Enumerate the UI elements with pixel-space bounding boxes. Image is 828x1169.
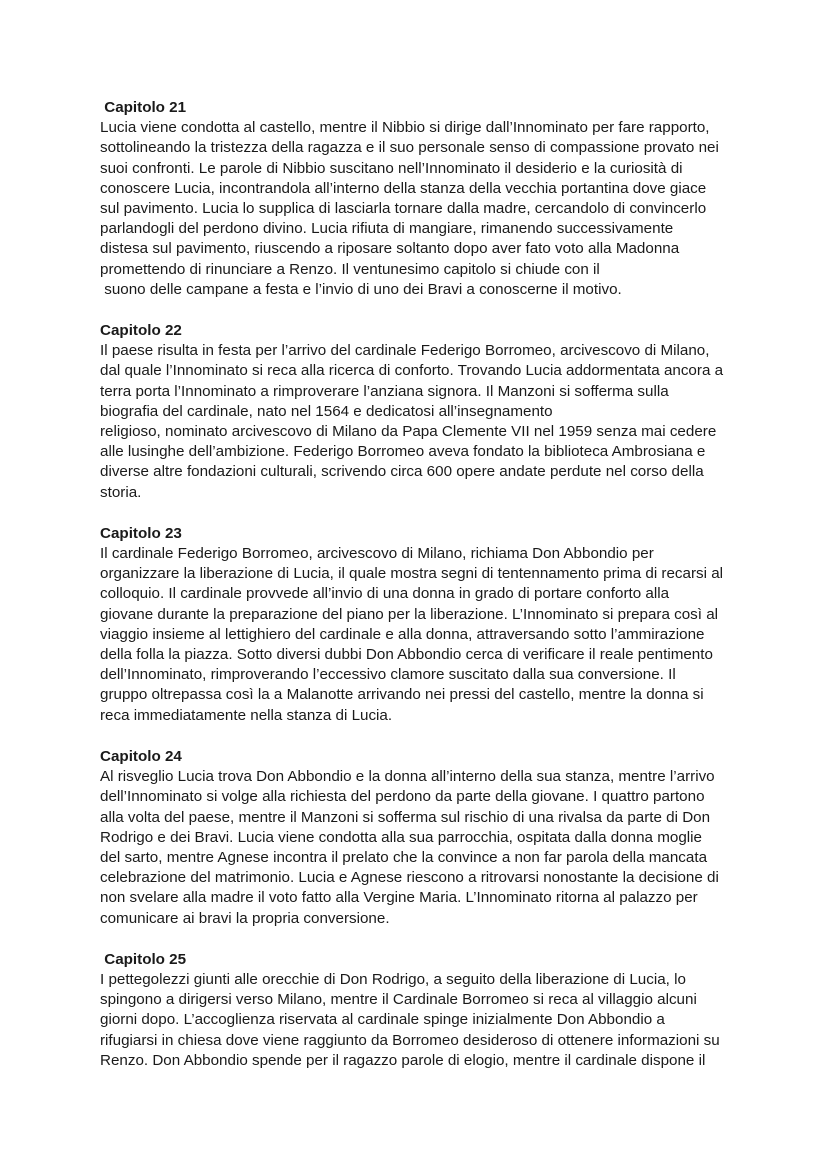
chapter-heading: Capitolo 23 (100, 524, 182, 542)
paragraph-line: giorni dopo. L’accoglienza riservata al cardinale spinge inizialmente Don Abbondio a (100, 1011, 665, 1029)
paragraph-line: gruppo oltrepassa così la a Malanotte arrivando nei pressi del castello, mentre la donna si (100, 686, 704, 704)
chapter-heading: Capitolo 24 (100, 747, 182, 765)
paragraph-line: terra porta l’Innominato a rimproverare l’anziana signora. Il Manzoni si sofferma sulla (100, 382, 669, 400)
paragraph-line: dell’Innominato, rimproverando l’eccessivo clamore suscitato dalla sua conversione. Il (100, 666, 676, 684)
paragraph-line: Al risveglio Lucia trova Don Abbondio e la donna all’interno della sua stanza, mentre l’arrivo (100, 768, 715, 786)
paragraph-line: alle lusinghe dell’ambizione. Federigo Borromeo aveva fondato la biblioteca Ambrosiana e (100, 443, 706, 461)
paragraph-line: Il cardinale Federigo Borromeo, arcivescovo di Milano, richiama Don Abbondio per (100, 545, 654, 563)
paragraph-line: comunicare ai bravi la propria conversione. (100, 909, 390, 927)
document-page (100, 98, 735, 1092)
paragraph-line: conoscere Lucia, incontrandola all’interno della stanza della vecchia portantina dove giace (100, 179, 707, 197)
paragraph-line: reca immediatamente nella stanza di Lucia. (100, 706, 393, 724)
paragraph-line: Rodrigo e dei Bravi. Lucia viene condotta alla sua parrocchia, ospitata dalla donna moglie (100, 828, 702, 846)
paragraph-line: distesa sul pavimento, riuscendo a riposare soltanto dopo aver fato voto alla Madonna (100, 240, 680, 258)
paragraph-line: storia. (100, 483, 142, 501)
chapter-heading: Capitolo 21 (100, 99, 187, 116)
chapter-22-section (100, 321, 735, 503)
paragraph-line: giovane durante la preparazione del piano per la liberazione. L’Innominato si prepara così al (100, 605, 719, 623)
paragraph-line: Il paese risulta in festa per l’arrivo del cardinale Federigo Borromeo, arcivescovo di Milano, (100, 342, 710, 360)
paragraph-line: dell’Innominato si volge alla richiesta del perdono da parte della giovane. I quattro partono (100, 788, 705, 806)
paragraph-line: Lucia viene condotta al castello, mentre il Nibbio si dirige dall’Innominato per fare rapporto, (100, 119, 710, 137)
chapter-23-section (100, 524, 735, 726)
paragraph-line: colloquio. Il cardinale provvede all’invio di una donna in grado di portare conforto alla (100, 585, 670, 603)
paragraph-line: rifugiarsi in chiesa dove viene raggiunto da Borromeo desideroso di ottenere informazioni su (100, 1031, 720, 1049)
paragraph-line: sottolineando la tristezza della ragazza e il suo personale senso di compassione provato nei (100, 139, 719, 157)
paragraph-line: del sarto, mentre Agnese incontra il prelato che la convince a non far parola della mancata (100, 848, 708, 866)
paragraph-line: della folla la piazza. Sotto diversi dubbi Don Abbondio cerca di verificare il reale pentimento (100, 646, 713, 664)
chapter-25-section (100, 950, 735, 1071)
paragraph-line: spingono a dirigersi verso Milano, mentre il Cardinale Borromeo si reca al villaggio alcuni (100, 991, 697, 1009)
paragraph-line: dal quale l’Innominato si reca alla ricerca di conforto. Trovando Lucia addormentata ancora a (100, 362, 724, 380)
chapter-heading: Capitolo 25 (100, 950, 187, 968)
paragraph-line: biografia del cardinale, nato nel 1564 e dedicatosi all’insegnamento (100, 402, 553, 420)
paragraph-line: suoi confronti. Le parole di Nibbio suscitano nell’Innominato il desiderio e la curiosità di (100, 159, 683, 177)
paragraph-line: non svelare alla madre il voto fatto alla Vergine Maria. L’Innominato ritorna al palazzo per (100, 889, 698, 907)
paragraph-line: sul pavimento. Lucia lo supplica di lasciarla tornare dalla madre, cercandolo di convincerlo (100, 200, 707, 218)
chapter-24-section (100, 747, 735, 929)
paragraph-line: alla volta del paese, mentre il Manzoni si sofferma sul rischio di una rivalsa da parte di Don (100, 808, 711, 826)
paragraph-line: viaggio insieme al lettighiero del cardinale e alla donna, attraversando sotto l’ammirazione (100, 625, 705, 643)
chapter-21-section (100, 98, 735, 300)
paragraph-line: religioso, nominato arcivescovo di Milano da Papa Clemente VII nel 1959 senza mai cedere (100, 423, 717, 441)
paragraph-line: I pettegolezzi giunti alle orecchie di Don Rodrigo, a seguito della liberazione di Lucia, lo (100, 970, 686, 988)
paragraph-line: celebrazione del matrimonio. Lucia e Agnese riescono a ritrovarsi nonostante la decisione di (100, 869, 719, 887)
paragraph-line: organizzare la liberazione di Lucia, il quale mostra segni di tentennamento prima di recarsi al (100, 565, 724, 583)
paragraph-line: Renzo. Don Abbondio spende per il ragazzo parole di elogio, mentre il cardinale dispone il (100, 1051, 706, 1069)
paragraph-line: parlandogli del perdono divino. Lucia rifiuta di mangiare, rimanendo successivamente (100, 220, 674, 238)
paragraph-line: promettendo di rinunciare a Renzo. Il ventunesimo capitolo si chiude con il (100, 260, 600, 278)
paragraph-line: suono delle campane a festa e l’invio di uno dei Bravi a conoscerne il motivo. (100, 280, 622, 298)
chapter-heading: Capitolo 22 (100, 322, 182, 340)
paragraph-line: diverse altre fondazioni culturali, scrivendo circa 600 opere andate perdute nel corso della (100, 463, 704, 481)
